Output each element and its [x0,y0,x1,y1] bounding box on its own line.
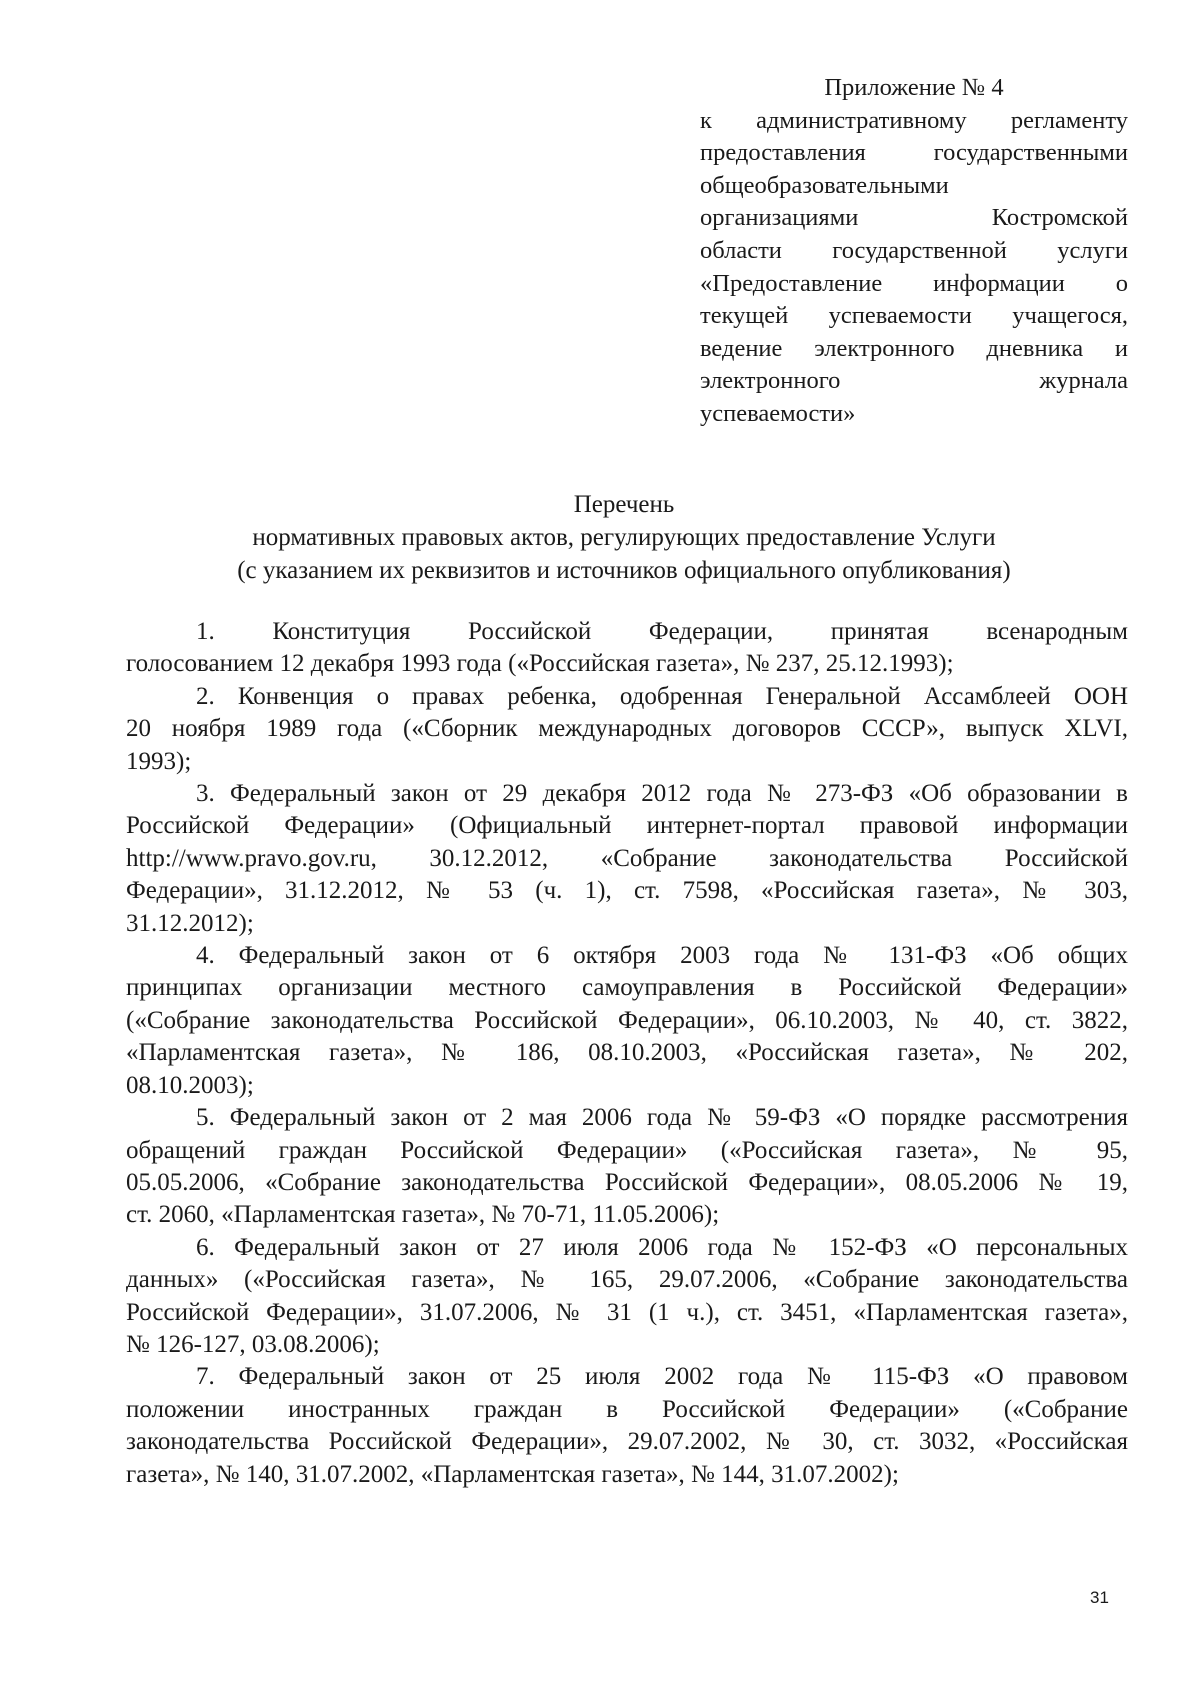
list-item [126,616,1128,681]
item-line: 5. Федеральный закон от 2 мая 2006 года № 59-ФЗ «О порядке рассмотрения [196,1104,1128,1132]
appendix-line: текущей успеваемости учащегося, [700,302,1128,330]
appendix-line: ведение электронного дневника и [700,334,1128,362]
item-line: «Парламентская газета», № 186, 08.10.2003, «Российская газета», № 202, [126,1039,1128,1067]
appendix-line: организациями Костромской [700,204,1128,232]
list-item [126,940,1128,1102]
item-line: 4. Федеральный закон от 6 октября 2003 года № 131-ФЗ «Об общих [196,942,1128,970]
item-line: 1. Конституция Российской Федерации, принятая всенародным [196,618,1128,645]
item-line: № 126-127, 03.08.2006); [126,1330,380,1358]
item-line: Российской Федерации» (Официальный интернет-портал правовой информации [126,812,1128,840]
item-line: 7. Федеральный закон от 25 июля 2002 года № 115-ФЗ «О правовом [196,1363,1128,1391]
list-item [126,778,1128,940]
item-line: 05.05.2006, «Собрание законодательства Российской Федерации», 08.05.2006 № 19, [126,1168,1128,1196]
item-line: голосованием 12 декабря 1993 года («Российская газета», № 237, 25.12.1993); [126,650,954,678]
page-number: 31 [1090,1588,1109,1607]
appendix-line: «Предоставление информации о [700,269,1128,297]
item-line: Федерации», 31.12.2012, № 53 (ч. 1), ст. 7598, «Российская газета», № 303, [126,877,1128,905]
item-line: 31.12.2012); [126,909,254,937]
item-line: обращений граждан Российской Федерации» («Российская газета», № 95, [126,1136,1128,1164]
item-line: 08.10.2003); [126,1071,254,1099]
item-line: 1993); [126,747,192,775]
legal-acts-list [126,616,1128,1491]
list-item [126,1102,1128,1232]
list-item [126,1232,1128,1362]
list-title: Перечень [573,491,675,518]
appendix-line: области государственной услуги [700,236,1128,264]
list-subtitle-note: (с указанием их реквизитов и источников официального опубликования) [237,557,1011,584]
item-line: Российской Федерации», 31.07.2006, № 31 (1 ч.), ст. 3451, «Парламентская газета», [126,1298,1128,1326]
item-line: 2. Конвенция о правах ребенка, одобренная Генеральной Ассамблеей ООН [196,682,1128,710]
appendix-line: предоставления государственными [700,139,1128,167]
item-line: 20 ноября 1989 года («Сборник международных договоров СССР», выпуск XLVI, [126,715,1128,743]
item-line: («Собрание законодательства Российской Федерации», 06.10.2003, № 40, ст. 3822, [126,1006,1128,1034]
item-line: 6. Федеральный закон от 27 июля 2006 года № 152-ФЗ «О персональных [196,1233,1128,1261]
item-line: данных» («Российская газета», № 165, 29.07.2006, «Собрание законодательства [126,1266,1128,1294]
appendix-line: успеваемости» [700,399,856,427]
list-item [126,1361,1128,1491]
item-line: положении иностранных граждан в Российской Федерации» («Собрание [126,1395,1128,1423]
appendix-title: Приложение № 4 [824,74,1004,101]
item-line: http://www.pravo.gov.ru, 30.12.2012, «Собрание законодательства Российской [126,844,1128,872]
appendix-header [700,72,1128,431]
item-line: законодательства Российской Федерации», 29.07.2002, № 30, ст. 3032, «Российская [126,1428,1128,1456]
list-subtitle: нормативных правовых актов, регулирующих предоставление Услуги [252,524,996,551]
item-line: принципах организации местного самоуправления в Российской Федерации» [126,974,1128,1002]
appendix-line: электронного журнала [700,367,1128,395]
list-item [126,681,1128,778]
appendix-line: общеобразовательными [700,171,949,199]
item-line: газета», № 140, 31.07.2002, «Парламентская газета», № 144, 31.07.2002); [126,1460,899,1488]
appendix-line: к административному регламенту [700,106,1128,134]
item-line: 3. Федеральный закон от 29 декабря 2012 года № 273-ФЗ «Об образовании в [196,780,1128,808]
item-line: ст. 2060, «Парламентская газета», № 70-71, 11.05.2006); [126,1201,720,1229]
